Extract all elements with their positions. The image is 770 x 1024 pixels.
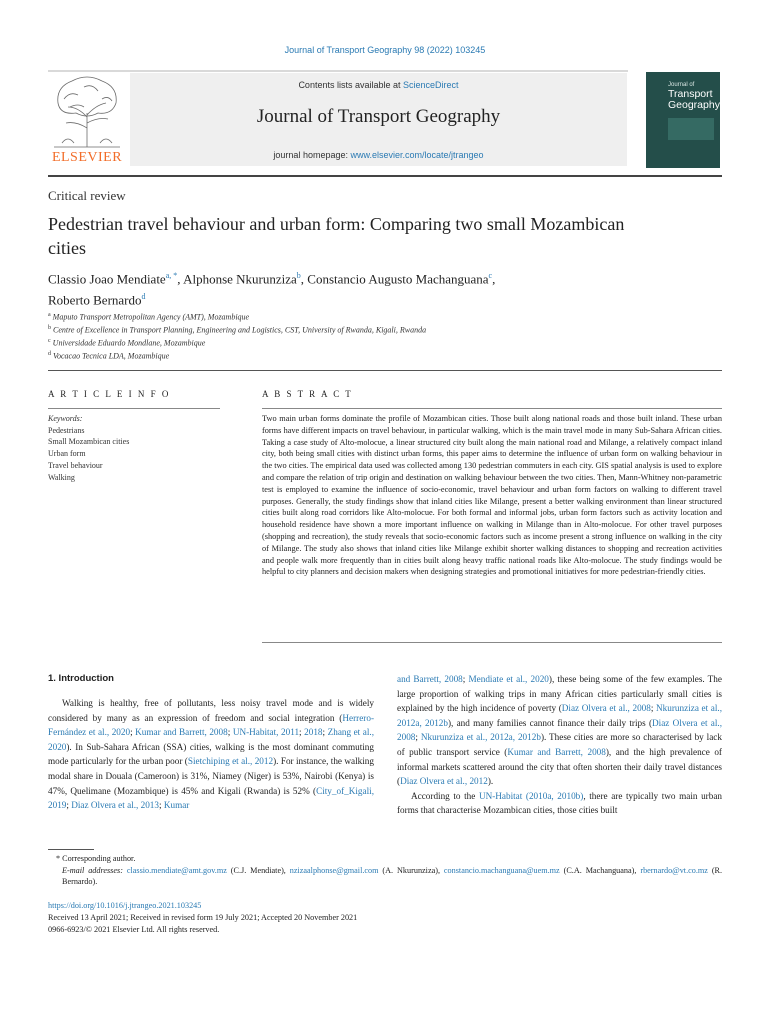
keyword-item: Urban form	[48, 449, 86, 459]
homepage-line	[130, 150, 627, 160]
header-top-rule	[48, 70, 628, 72]
email-owner: (C.J. Mendiate),	[230, 865, 286, 875]
email-addresses	[48, 865, 722, 888]
email-link[interactable]: classio.mendiate@amt.gov.mz	[126, 865, 227, 875]
author-name[interactable]: Constancio Augusto Machanguana	[307, 271, 489, 287]
publication-info	[48, 900, 722, 936]
keyword-item: Small Mozambican cities	[48, 437, 130, 447]
keywords-block	[48, 413, 218, 483]
affiliation-text: Universidade Eduardo Mondlane, Mozambique	[52, 338, 206, 348]
abstract-heading: A B S T R A C T	[262, 389, 353, 399]
abstract-text: Two main urban forms dominate the profile of Mozambican cities. Those built along national roads and those built inland. These urban forms have different impacts on travel behaviour, in particular walking, which is the main travel mode in many Sub-Sahara African cities. Taking a case study of Alto-molocue, a linear structured city built along the main national road and Milange, a relatively compact inland city, both being small cities with distinct urban forms, this paper aims to determine the influence of urban form on walking behaviour in the two cities. The empirical data used was collected among 130 pedestrian commuters in each city. GIS spatial analysis is used to explore and compare the relation of trip origin and destination on walking behaviour between the two cities. Then, Mann-Whitney non-parametric test is employed to examine the influence of socio-economic, travel behaviour and urban form factors on walking to different travel purposes. Generally, the study findings show that inland cities like Milange, present a better walking environment than linear structured cities built along road corridors like Alto-molocue. For both formal and informal jobs, urban form factors such as activity location and household residence have shown a more important influence on walking in Milange than in Alto-molocue. For other travel purposes (shopping and recreation), the study reveals that socio-economic factors such as income present a strong influence on walking in the city of Milange. The study also shows that inland cities like Milange exhibit shorter walking distances to shopping and recreation activities and people walk more frequently than in cities built along heavy traffic national roads like Alto-molocue. The study findings would be helpful to city planners and decision makers when designing strategies and promotional initiatives for more pedestrian-friendly cities.	[262, 414, 722, 577]
email-owner: (A. Nkurunziza),	[382, 865, 440, 875]
introduction-heading: 1. Introduction	[48, 673, 114, 684]
citation-link[interactable]: Diaz Olvera et al., 2013	[71, 800, 159, 811]
author-affil-sup[interactable]: d	[141, 292, 146, 302]
citation-link[interactable]: City_of_Kigali, 2019	[48, 785, 374, 811]
journal-citation[interactable]: Journal of Transport Geography 98 (2022) 103245	[284, 45, 486, 55]
citation-link[interactable]: Kumar and Barrett, 2008	[507, 746, 606, 757]
affiliation-item	[48, 310, 688, 323]
affiliation-text: Maputo Transport Metropolitan Agency (AMT), Mozambique	[52, 312, 250, 322]
author-name[interactable]: Alphonse Nkurunziza	[183, 271, 297, 287]
header-bottom-rule	[48, 175, 722, 177]
affiliation-sup: b	[48, 325, 51, 332]
affiliation-sup: a	[48, 312, 51, 318]
affiliation-text: Centre of Excellence in Transport Planning, Engineering and Logistics, CST, University of Rwanda, Kigali, Rwanda	[53, 325, 427, 335]
cover-title-line-2: Geography	[668, 99, 720, 111]
citation-link[interactable]: Mendiate et al., 2020	[468, 674, 549, 684]
citation-link[interactable]: Diaz Olvera et al., 2008	[397, 717, 722, 743]
abstract-rule	[262, 408, 722, 409]
cover-title-line-1: Transport	[668, 88, 713, 100]
citation-link[interactable]: UN-Habitat, 2011	[232, 727, 300, 738]
affiliation-sup: d	[48, 351, 51, 358]
email-owner: (R. Bernardo).	[62, 865, 723, 886]
author-affil-sup[interactable]: a, *	[165, 271, 178, 280]
homepage-prefix: journal homepage:	[273, 150, 348, 160]
doi-link[interactable]: https://doi.org/10.1016/j.jtrangeo.2021.103245	[48, 901, 202, 910]
cover-title	[668, 89, 720, 111]
citation-link[interactable]: Diaz Olvera et al., 2008	[561, 703, 651, 714]
author-affil-sup[interactable]: c	[488, 271, 493, 280]
affiliation-item	[48, 349, 688, 362]
intro-paragraph-1-continued: and Barrett, 2008; Mendiate et al., 2020), these being some of the few examples. The large proportion of walking trips in many African cities particularly small cities is explained by the high incidence of poverty (Diaz Olvera et al., 2008; Nkurunziza et al., 2012a, 2012b), and many families cannot finance their daily trips (Diaz Olvera et al., 2008; Nkurunziza et al., 2012a, 2012b). These cities are more so characterised by lack of public transport service (Kumar and Barrett, 2008), and the high prevalence of informal markets scattered around the city that often shorten their daily travel distances (Diaz Olvera et al., 2012).	[397, 674, 723, 787]
affiliation-list	[48, 310, 688, 363]
keywords-label: Keywords:	[48, 414, 83, 423]
citation-link[interactable]: Kumar	[163, 800, 190, 811]
article-info-heading: A R T I C L E I N F O	[48, 389, 171, 399]
footnotes	[48, 853, 722, 888]
received-dates: Received 13 April 2021; Received in revised form 19 July 2021; Accepted 20 November 2021	[48, 913, 358, 922]
corresponding-author-note: * Corresponding author.	[56, 854, 136, 863]
keyword-item: Travel behaviour	[48, 460, 103, 470]
affiliation-text: Vocacao Tecnica LDA, Mozambique	[53, 352, 170, 362]
cover-image-band	[668, 118, 714, 140]
author-name[interactable]: Classio Joao Mendiate	[48, 271, 166, 287]
body-column-right	[397, 672, 722, 818]
citation-link[interactable]: Zhang et al., 2020	[48, 727, 374, 752]
citation-link[interactable]: Kumar and Barrett, 2008	[135, 727, 228, 738]
citation-link[interactable]: Diaz Olvera et al., 2012	[400, 776, 488, 787]
author-affil-sup[interactable]: b	[296, 271, 301, 280]
author-list: Classio Joao Mendiate$^{a, *}$, Alphonse Nkurunziza$^b$, Constancio Augusto Machanguana$^c$, Roberto Bernardo$^d$	[48, 271, 496, 308]
intro-paragraph-1: Walking is healthy, free of pollutants, less noisy travel mode and is widely considered by many as an expression of freedom and social integration (Herrero-Fernández et al., 2020; Kumar and Barrett, 2008; UN-Habitat, 2011; 2018; Zhang et al., 2020). In Sub-Sahara African (SSA) cities, walking is the most dominant commuting mode particularly for the urban poor (Sietchiping et al., 2012). For instance, the walking modal share in Douala (Cameroon) is 31%, Niamey (Niger) is 53%, Nairobi (Kenya) is 47%, Quelimane (Mozambique) is 45% and Kigali (Rwanda) is 52% (City_of_Kigali, 2019; Diaz Olvera et al., 2013; Kumar	[48, 698, 374, 811]
citation-link[interactable]: Sietchiping et al., 2012	[187, 756, 274, 767]
article-title: Pedestrian travel behaviour and urban form: Comparing two small Mozambican cities	[48, 214, 625, 258]
email-label: E-mail addresses:	[62, 865, 123, 875]
homepage-link[interactable]: www.elsevier.com/locate/jtrangeo	[350, 150, 484, 160]
contents-prefix: Contents lists available at	[298, 80, 401, 90]
elsevier-tree-icon	[48, 73, 126, 149]
body-column-left	[48, 696, 374, 813]
journal-name: Journal of Transport Geography	[256, 106, 501, 127]
elsevier-wordmark[interactable]: ELSEVIER	[51, 150, 123, 165]
cover-small-text: Journal of	[668, 82, 695, 88]
footnote-rule	[48, 849, 94, 850]
affiliation-sup: c	[48, 338, 51, 345]
article-info-rule	[48, 408, 220, 409]
section-type: Critical review	[48, 188, 126, 203]
intro-paragraph-2: According to the UN-Habitat (2010a, 2010b), there are typically two main urban forms that characterise Mozambican cities, those cities built	[397, 790, 722, 816]
affiliation-item	[48, 336, 688, 349]
affiliation-item	[48, 323, 688, 336]
citation-link[interactable]: Herrero-Fernández et al., 2020	[48, 712, 374, 738]
author-name[interactable]: Roberto Bernardo	[48, 292, 142, 308]
abstract-bottom-rule	[262, 642, 722, 643]
citation-link[interactable]: Nkurunziza et al., 2012a, 2012b	[420, 732, 541, 743]
contents-line	[130, 80, 627, 90]
email-link[interactable]: constancio.machanguana@uem.mz	[443, 865, 560, 875]
citation-link[interactable]: UN-Habitat (2010a, 2010b)	[478, 790, 584, 801]
citation-link[interactable]: Nkurunziza et al., 2012a, 2012b	[397, 703, 723, 728]
copyright-line: 0966-6923/© 2021 Elsevier Ltd. All rights reserved.	[48, 925, 220, 934]
sciencedirect-link[interactable]: ScienceDirect	[403, 80, 459, 90]
keyword-item: Walking	[48, 472, 75, 482]
email-link[interactable]: rbernardo@vt.co.mz	[640, 865, 708, 875]
citation-link[interactable]: 2018	[304, 727, 323, 738]
journal-cover-thumbnail[interactable]	[646, 72, 720, 168]
keyword-item: Pedestrians	[48, 425, 85, 435]
citation-link[interactable]: and Barrett, 2008	[397, 674, 463, 684]
email-link[interactable]: nzizaalphonse@gmail.com	[289, 865, 379, 875]
section-divider	[48, 370, 722, 371]
email-owner: (C.A. Machanguana),	[563, 865, 637, 875]
